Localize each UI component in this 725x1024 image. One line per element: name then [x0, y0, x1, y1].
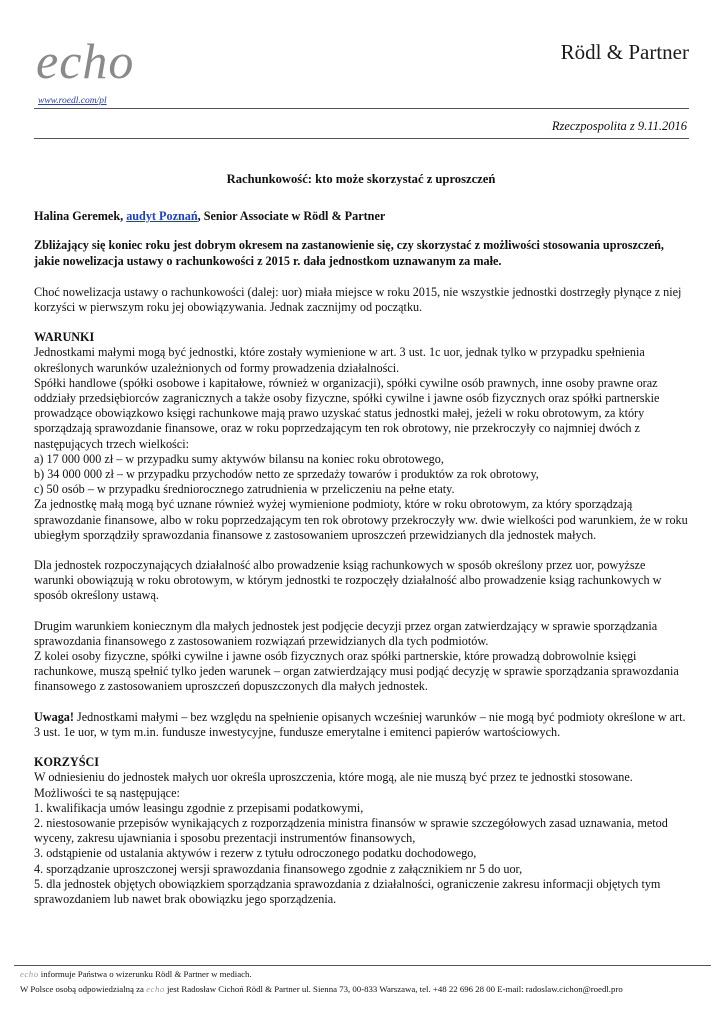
- uwaga-paragraph: [34, 710, 688, 740]
- korzysci-paragraph-1: W odniesieniu do jednostek małych uor określa uproszczenia, które mogą, ale nie muszą być przez te jednostki stosowane. Możliwości te są następujące:: [34, 770, 633, 800]
- uwaga-text: Jednostkami małymi – bez względu na spełnienie opisanych wcześniej warunków – nie mogą być podmioty określone w art. 3 ust. 1e uor, w tym m.in. fundusze inwestycyjne, fundusze emerytalne i emitenci papierów wartościowych.: [34, 709, 686, 739]
- author-link[interactable]: audyt Poznań: [126, 209, 198, 224]
- author-name: Halina Geremek,: [34, 209, 127, 224]
- footer-line-1: [20, 969, 252, 979]
- footer-text-2b: jest Radosław Cichoń Rödl & Partner ul. Sienna 73, 00-833 Warszawa, tel. +48 22 696 28 00 E-mail: radoslaw.cichon@roedl.pro: [164, 984, 623, 994]
- source-divider: [34, 138, 689, 139]
- echo-logo: echo: [36, 33, 135, 89]
- list-item: 5. dla jednostek objętych obowiązkiem sporządzania sprawozdania z działalności, ograniczenie zakresu informacji objętych tym sprawozdaniem lub nawet brak obowiązku jego sporządzenia.: [34, 876, 661, 906]
- article-lead: Zbliżający się koniec roku jest dobrym okresem na zastanowienie się, czy skorzystać z możliwości stosowania uproszczeń, jakie nowelizacja ustawy o rachunkowości z 2015 r. dała jednostkom uznawanym za małe.: [34, 238, 664, 268]
- list-item: a) 17 000 000 zł – w przypadku sumy aktywów bilansu na koniec roku obrotowego,: [34, 451, 444, 466]
- paragraph-z-kolei: Z kolei osoby fizyczne, spółki cywilne i jawne osób fizycznych oraz spółki partnerskie, które prowadzą dobrowolnie księgi rachunkowe, muszą spełnić tylko jeden warunek – organ zatwierdzający musi podjąć decyzję w sprawie sporządzania sprawozdania finansowego z zastosowaniem uproszczeń dopuszczonych dla małych jednostek.: [34, 649, 679, 694]
- list-item: c) 50 osób – w przypadku średniorocznego zatrudnienia w przeliczeniu na pełne etaty.: [34, 482, 455, 497]
- publication-source: Rzeczpospolita z 9.11.2016: [551, 119, 687, 133]
- list-item: 1. kwalifikacja umów leasingu zgodnie z przepisami podatkowymi,: [34, 800, 364, 815]
- warunki-paragraph-3: Za jednostkę małą mogą być uznane również wyżej wymienione podmioty, które w roku obrotowym, za który sporządzają sprawozdanie finansowe, albo w roku poprzedzającym ten rok obrotowy przekroczyły ww. dwie wielkości pod warunkiem, że w roku ubiegłym sporządziły sprawozdania finansowe z zastosowaniem uproszczeń przewidzianych dla jednostek małych.: [34, 497, 688, 542]
- footer-line-2: [20, 984, 623, 994]
- author-role: , Senior Associate w Rödl & Partner: [197, 209, 386, 224]
- echo-mini-logo: echo: [146, 984, 165, 994]
- footer-divider: [14, 965, 711, 966]
- paragraph-rozpoczynajacych: Dla jednostek rozpoczynających działalność albo prowadzenie ksiąg rachunkowych w sposób określony przez uor, powyższe warunki obowiązują w roku obrotowym, w którym jednostki te rozpoczęły działalność albo prowadzenie ksiąg rachunkowych w sposób określony ustawą.: [34, 558, 662, 603]
- warunki-paragraph-1: Jednostkami małymi mogą być jednostki, które zostały wymienione w art. 3 ust. 1c uor, jednak tylko w przypadku spełnienia określonych warunków uzależnionych od formy prowadzenia działalności.: [34, 345, 645, 375]
- list-item: 2. niestosowanie przepisów wynikających z rozporządzenia ministra finansów w sprawie szczegółowych zasad uznawania, metod wyceny, zakresu ujawniania i sposobu prezentacji instrumentów finansowych,: [34, 815, 668, 846]
- article-title: Rachunkowość: kto może skorzystać z uproszczeń: [226, 172, 496, 186]
- footer-text-2a: W Polsce osobą odpowiedzialną za: [20, 984, 147, 994]
- header-divider: [34, 108, 689, 109]
- uwaga-label: Uwaga!: [34, 709, 74, 724]
- paragraph-drugim-warunkiem: Drugim warunkiem koniecznym dla małych jednostek jest podjęcie decyzji przez organ zatwierdzający w sprawie sporządzania sprawozdania finansowego z zastosowaniem rozwiązań przewidzianych dla tych podmiotów.: [34, 618, 658, 648]
- footer-text-1: informuje Państwa o wizerunku Rödl & Partner w mediach.: [38, 969, 252, 979]
- section-heading-warunki: WARUNKI: [34, 330, 95, 345]
- section-heading-korzysci: KORZYŚCI: [34, 755, 100, 770]
- intro-paragraph: Choć nowelizacja ustawy o rachunkowości (dalej: uor) miała miejsce w roku 2015, nie wszystkie jednostki dostrzegły płynące z niej korzyści w pierwszym roku jej obowiązywania. Jednak zacznijmy od początku.: [34, 284, 682, 315]
- article-body: [34, 172, 688, 907]
- website-link[interactable]: www.roedl.com/pl: [38, 96, 107, 106]
- list-item: 4. sporządzanie uproszczonej wersji sprawozdania finansowego zgodnie z załącznikiem nr 5 do uor,: [34, 861, 523, 876]
- list-item: b) 34 000 000 zł – w przypadku przychodów netto ze sprzedaży towarów i produktów za rok obrotowy,: [34, 467, 539, 482]
- author-line: [34, 209, 688, 224]
- warunki-paragraph-2: Spółki handlowe (spółki osobowe i kapitałowe, również w organizacji), spółki cywilne osób prawnych, inne osoby prawne oraz oddziały przedsiębiorców zagranicznych a także osoby fizyczne, spółki cywilne i jawne osób fizycznych oraz spółki partnerskie prowadzące obowiązkowo księgi rachunkowe mają prawo uzyskać status jednostki małej, jeżeli w roku obrotowym, za który sporządzają sprawozdanie finansowe, oraz w roku poprzedzającym ten rok obrotowy, nie przekroczyły co najmniej dwóch z następujących trzech wielkości:: [34, 375, 660, 451]
- list-item: 3. odstąpienie od ustalania aktywów i rezerw z tytułu odroczonego podatku dochodowego,: [34, 846, 477, 861]
- echo-mini-logo: echo: [20, 969, 39, 979]
- brand-name: Rödl & Partner: [560, 40, 689, 64]
